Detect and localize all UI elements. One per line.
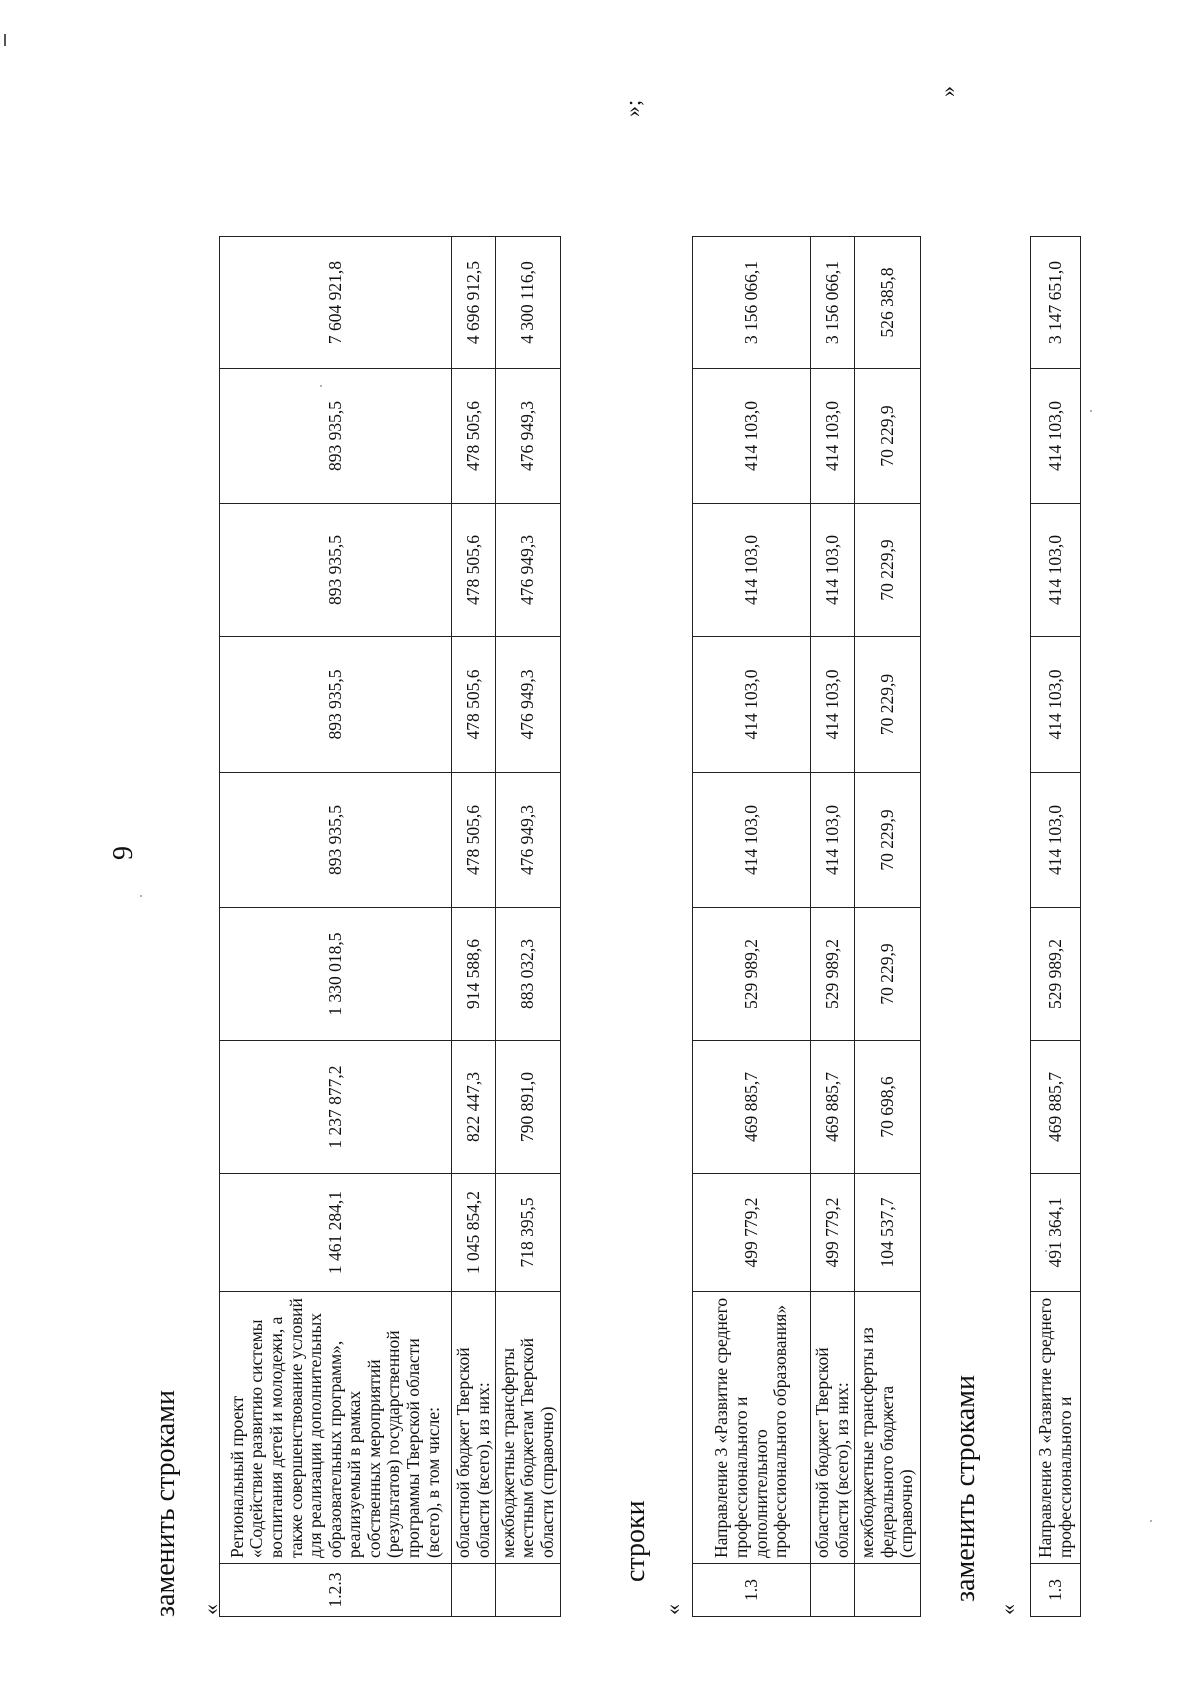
cell-value: 414 103,0: [811, 369, 855, 504]
table-row: [855, 237, 921, 1617]
row-code: 1.3: [1031, 1564, 1081, 1617]
row-code: 1.2.3: [220, 1564, 452, 1617]
row-name: Направление 3 «Развитие среднего профессионального и: [1031, 1292, 1081, 1564]
cell-value: 476 949,3: [496, 369, 561, 504]
cell-value: 893 935,5: [220, 369, 452, 504]
cell-value: 478 505,6: [452, 773, 496, 908]
open-quote-1: «: [198, 1604, 223, 1615]
table-row: [496, 237, 561, 1617]
cell-value: 3 156 066,1: [811, 237, 855, 369]
cell-value: 4 696 912,5: [452, 237, 496, 369]
cell-value: 414 103,0: [693, 369, 811, 504]
open-quote-2: «: [660, 1604, 685, 1615]
cell-value: 3 156 066,1: [693, 237, 811, 369]
cell-value: 414 103,0: [1031, 637, 1081, 773]
cell-value: 7 604 921,8: [220, 237, 452, 369]
close-quote-1: »;: [620, 99, 645, 117]
cell-value: 893 935,5: [220, 773, 452, 908]
cell-value: 414 103,0: [693, 504, 811, 637]
cell-value: 718 395,5: [496, 1174, 561, 1292]
table-row: [452, 237, 496, 1617]
cell-value: 469 885,7: [811, 1041, 855, 1174]
replace-heading-1: заменить строками: [150, 1390, 181, 1617]
cell-value: 822 447,3: [452, 1041, 496, 1174]
row-name: Направление 3 «Развитие среднего профессионального и дополнительного профессионального образования»: [693, 1292, 811, 1564]
cell-value: 476 949,3: [496, 637, 561, 773]
cell-value: 529 989,2: [693, 908, 811, 1041]
cell-value: 4 300 116,0: [496, 237, 561, 369]
cell-value: 529 989,2: [1031, 908, 1081, 1041]
cell-value: 529 989,2: [811, 908, 855, 1041]
cell-value: 70 229,9: [855, 908, 921, 1041]
cell-value: 476 949,3: [496, 504, 561, 637]
cell-value: 469 885,7: [1031, 1041, 1081, 1174]
table-3: [1030, 236, 1081, 1617]
cell-value: 883 032,3: [496, 908, 561, 1041]
replace-heading-2: заменить строками: [950, 1375, 981, 1602]
cell-value: 70 698,6: [855, 1041, 921, 1174]
cell-value: 414 103,0: [693, 637, 811, 773]
cell-value: 414 103,0: [811, 504, 855, 637]
table-row: [220, 237, 452, 1617]
cell-value: 1 330 018,5: [220, 908, 452, 1041]
cell-value: 469 885,7: [693, 1041, 811, 1174]
row-code: [811, 1564, 855, 1617]
cell-value: 1 237 877,2: [220, 1041, 452, 1174]
cell-value: 414 103,0: [811, 637, 855, 773]
row-name: областной бюджет Тверской области (всего), из них:: [811, 1292, 855, 1564]
row-code: 1.3: [693, 1564, 811, 1617]
cell-value: 414 103,0: [1031, 773, 1081, 908]
cell-value: 70 229,9: [855, 637, 921, 773]
rows-heading: строки: [620, 1500, 651, 1582]
cell-value: 70 229,9: [855, 369, 921, 504]
page-number: 9: [108, 846, 139, 860]
cell-value: 476 949,3: [496, 773, 561, 908]
cell-value: 1 045 854,2: [452, 1174, 496, 1292]
table-2: [692, 236, 921, 1617]
cell-value: 478 505,6: [452, 369, 496, 504]
table-row: [1031, 237, 1081, 1617]
cell-value: 790 891,0: [496, 1041, 561, 1174]
row-name: областной бюджет Тверской области (всего), из них:: [452, 1292, 496, 1564]
row-name: межбюджетные трансферты местным бюджетам Тверской области (справочно): [496, 1292, 561, 1564]
cell-value: 414 103,0: [1031, 504, 1081, 637]
row-name: межбюджетные трансферты из федерального бюджета (справочно): [855, 1292, 921, 1564]
row-name: Региональный проект «Содействие развитию системы воспитания детей и молодежи, а также совершенствование условий для реализации дополнительных образовательных программ», реализуемый в рамках собственных мероприятий (результатов) государственной программы Тверской области (всего), в том числе:: [220, 1292, 452, 1564]
cell-value: 478 505,6: [452, 637, 496, 773]
cell-value: 893 935,5: [220, 504, 452, 637]
table-row: [693, 237, 811, 1617]
cell-value: 414 103,0: [1031, 369, 1081, 504]
open-quote-3: «: [995, 1604, 1020, 1615]
cell-value: 914 588,6: [452, 908, 496, 1041]
cell-value: 414 103,0: [811, 773, 855, 908]
cell-value: 499 779,2: [811, 1174, 855, 1292]
cell-value: 414 103,0: [693, 773, 811, 908]
table-1: [219, 236, 561, 1617]
cell-value: 491 364,1: [1031, 1174, 1081, 1292]
cell-value: 70 229,9: [855, 504, 921, 637]
close-quote-2: »: [935, 86, 960, 97]
cell-value: 70 229,9: [855, 773, 921, 908]
row-code: [452, 1564, 496, 1617]
cell-value: 526 385,8: [855, 237, 921, 369]
cell-value: 499 779,2: [693, 1174, 811, 1292]
row-code: [496, 1564, 561, 1617]
row-code: [855, 1564, 921, 1617]
cell-value: 104 537,7: [855, 1174, 921, 1292]
cell-value: 893 935,5: [220, 637, 452, 773]
cell-value: 1 461 284,1: [220, 1174, 452, 1292]
cell-value: 3 147 651,0: [1031, 237, 1081, 369]
cell-value: 478 505,6: [452, 504, 496, 637]
table-row: [811, 237, 855, 1617]
